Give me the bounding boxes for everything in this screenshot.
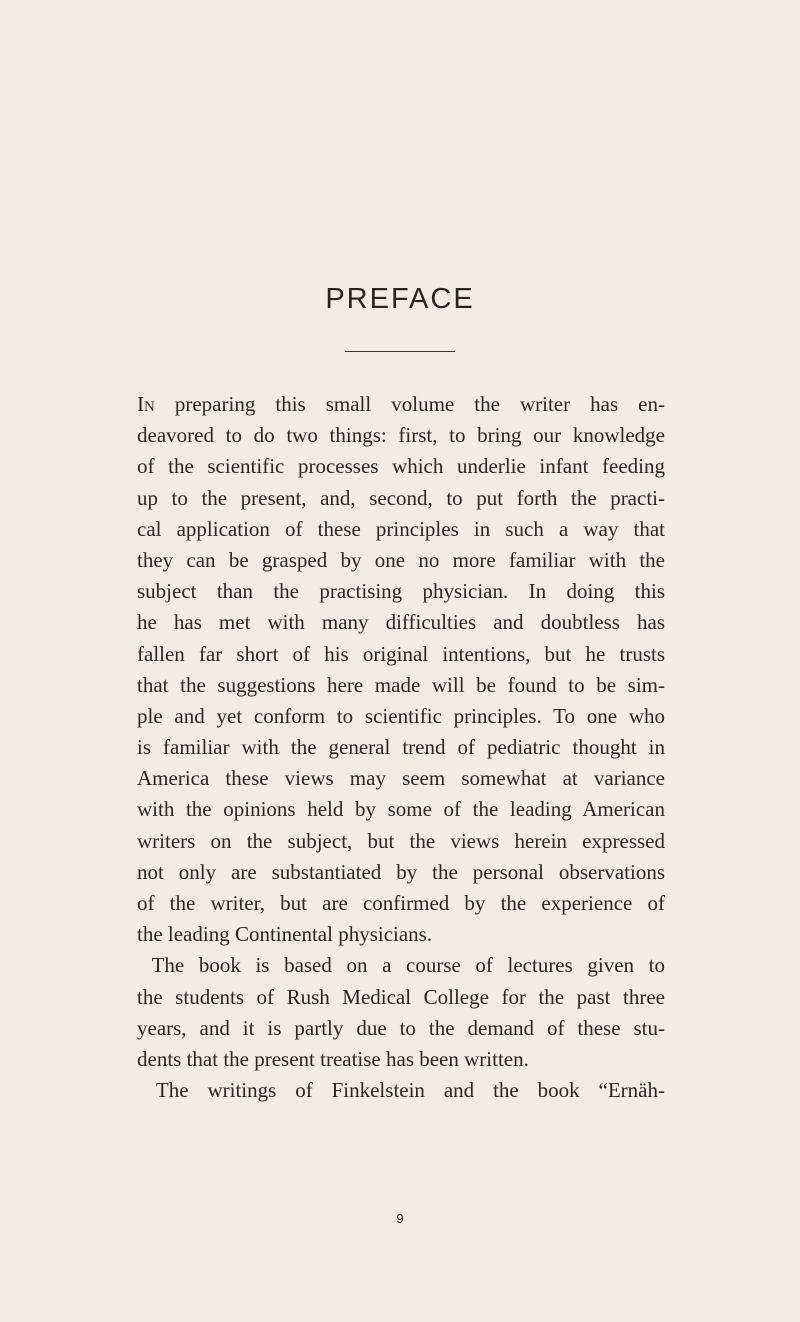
text-line: is familiar with the general trend of pediatric thought in [137,735,665,760]
text-line: that the suggestions here made will be found to be sim- [137,672,665,697]
text-line: they can be grasped by one no more familiar with the [137,547,665,572]
text-line: The book is based on a course of lectures given to [151,953,665,978]
text-line: dents that the present treatise has been written. [137,1046,529,1071]
page-number: 9 [396,1211,404,1226]
text-line: he has met with many difficulties and doubtless has [137,610,665,635]
text-line: the leading Continental physicians. [137,922,433,947]
text-line: not only are substantiated by the personal observations [137,859,665,884]
preface-body [137,389,665,1106]
text-line: up to the present, and, second, to put forth the practi- [137,485,665,510]
text-line: cal application of these principles in such a way that [137,516,665,541]
text-line: The writings of Finkelstein and the book “Ernäh- [155,1078,665,1103]
text-line: ple and yet conform to scientific principles. To one who [137,703,665,728]
text-line: subject than the practising physician. In doing this [137,579,665,604]
text-line: with the opinions held by some of the leading American [137,797,665,822]
page-title: PREFACE [325,283,475,315]
text-line: writers on the subject, but the views herein expressed [137,828,665,853]
text-line: years, and it is partly due to the demand of these stu- [137,1015,665,1040]
text-line: In preparing this small volume the writer has en- [137,392,665,416]
text-line: America these views may seem somewhat at variance [137,766,665,791]
text-line: of the writer, but are confirmed by the experience of [137,891,665,915]
title-rule [345,351,455,352]
text-line: deavored to do two things: first, to bring our knowledge [137,423,665,448]
text-line: the students of Rush Medical College for the past three [137,984,665,1009]
drop-word: In [137,392,155,416]
text-line: fallen far short of his original intentions, but he trusts [137,641,665,666]
text-line: of the scientific processes which underlie infant feeding [137,454,665,479]
